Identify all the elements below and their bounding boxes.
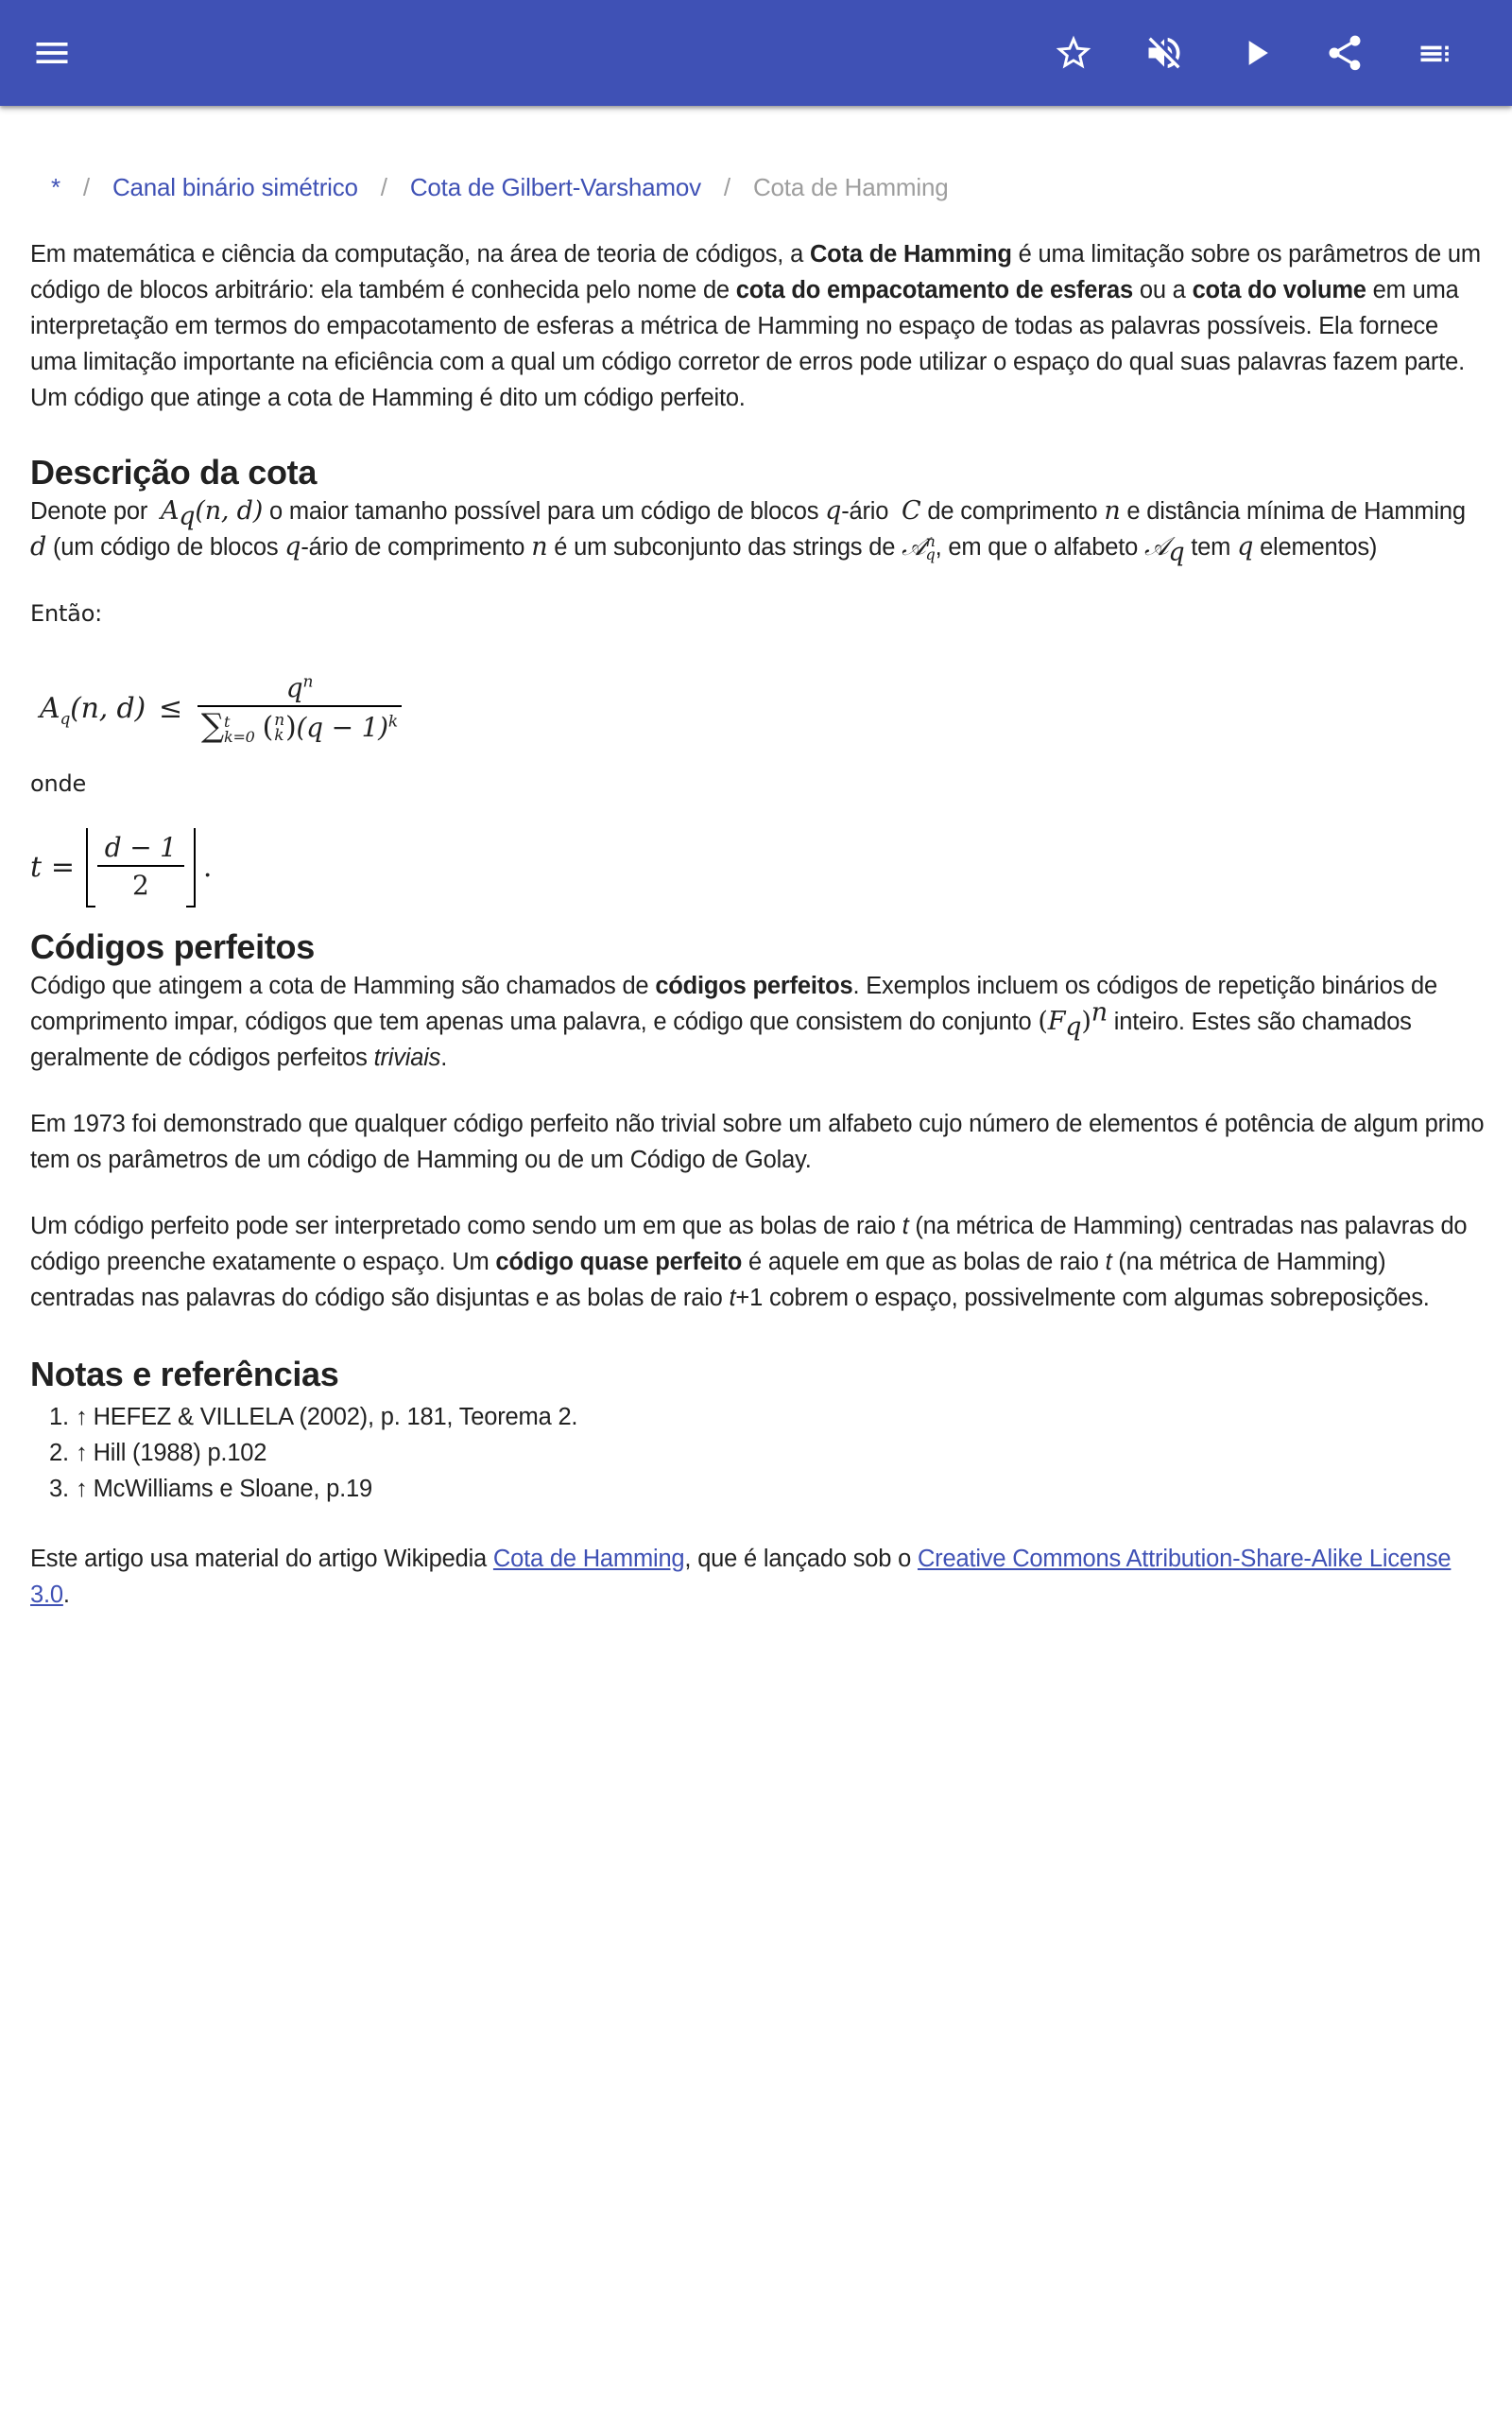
binom-top: n bbox=[274, 711, 284, 730]
share-icon bbox=[1324, 32, 1366, 74]
volume-off-icon bbox=[1143, 32, 1185, 74]
period: . bbox=[202, 851, 213, 884]
text: de comprimento bbox=[920, 498, 1105, 525]
fraction bbox=[97, 831, 184, 905]
text: inteiro. Estes são chamados geralmente de códigos perfeitos bbox=[30, 1009, 1412, 1071]
fraction-numerator: d − 1 bbox=[104, 832, 177, 863]
reference-text: McWilliams e Sloane, p.19 bbox=[93, 1476, 373, 1502]
text: , em que o alfabeto bbox=[935, 534, 1144, 561]
math-var: n bbox=[1104, 496, 1121, 526]
math-sup: n bbox=[925, 532, 936, 551]
text: -ário de comprimento bbox=[301, 534, 532, 561]
references-list bbox=[30, 1399, 1486, 1507]
math-sub: q bbox=[925, 545, 936, 564]
text: é aquele em que as bolas de raio bbox=[742, 1249, 1106, 1275]
text: -ário bbox=[841, 498, 896, 525]
wikipedia-article-link[interactable]: Cota de Hamming bbox=[492, 1546, 685, 1572]
sum-upper: t bbox=[223, 712, 231, 731]
floor-brackets bbox=[86, 828, 196, 908]
reference-item bbox=[49, 1435, 1486, 1471]
license-note bbox=[30, 1541, 1486, 1613]
math-var: t bbox=[30, 851, 42, 884]
reference-item bbox=[49, 1471, 1486, 1507]
text: Um código perfeito pode ser interpretado como sendo um em que as bolas de raio bbox=[30, 1213, 902, 1239]
text: tem bbox=[1184, 534, 1238, 561]
math-sup: k bbox=[387, 712, 399, 732]
bold-term: cota do volume bbox=[1192, 277, 1366, 303]
binom-bottom: k bbox=[274, 726, 284, 745]
breadcrumb-separator: / bbox=[723, 173, 730, 201]
sum-symbol: ∑ bbox=[200, 707, 224, 745]
math-var: n bbox=[531, 532, 548, 562]
bold-term: códigos perfeitos bbox=[655, 973, 853, 999]
reference-text: Hill (1988) p.102 bbox=[93, 1440, 267, 1466]
menu-button[interactable] bbox=[22, 23, 82, 83]
binomial-stack bbox=[274, 713, 284, 743]
sum-lower: k=0 bbox=[223, 727, 255, 746]
then-label: Então: bbox=[30, 600, 103, 627]
back-arrow-link[interactable]: ↑ bbox=[76, 1404, 88, 1430]
math-args: (n, d) bbox=[195, 496, 264, 526]
math-paren: ( bbox=[1038, 1007, 1048, 1036]
playlist-icon bbox=[1416, 32, 1457, 74]
perfect-paragraph-1 bbox=[30, 968, 1486, 1076]
back-arrow-link[interactable]: ↑ bbox=[76, 1440, 88, 1466]
star-outline-icon bbox=[1053, 32, 1094, 74]
intro-paragraph bbox=[30, 236, 1486, 416]
text: Em matemática e ciência da computação, na área de teoria de códigos, a bbox=[30, 241, 810, 268]
math-A: A bbox=[160, 496, 180, 526]
italic-var: t bbox=[729, 1285, 736, 1311]
back-arrow-link[interactable]: ↑ bbox=[76, 1476, 88, 1502]
license-link[interactable]: Creative Commons Attribution-Share-Alike License 3.0 bbox=[30, 1546, 1452, 1608]
perfect-paragraph-2: Em 1973 foi demonstrado que qualquer código perfeito não trivial sobre um alfabeto cujo número de elementos é potência de algum primo tem os parâmetros de um código de Hamming ou de um Código de Golay. bbox=[30, 1111, 1485, 1173]
math-calligraphic-A: 𝒜 bbox=[902, 532, 926, 562]
math-var: q bbox=[1237, 532, 1254, 562]
fraction-denominator: 2 bbox=[131, 870, 149, 901]
text: . bbox=[440, 1045, 448, 1071]
breadcrumb-separator: / bbox=[82, 173, 90, 201]
fraction bbox=[198, 671, 402, 747]
text: Código que atingem a cota de Hamming são chamados de bbox=[30, 973, 656, 999]
equals-symbol: = bbox=[50, 851, 75, 884]
text: Denote por bbox=[30, 498, 155, 525]
text: . Exemplos incluem os códigos de repetição binários de comprimento impar, códigos que tem apenas uma palavra, e código que consistem do conjunto bbox=[30, 973, 1437, 1035]
text: e distância mínima de Hamming bbox=[1120, 498, 1466, 525]
text: (na métrica de Hamming) centradas nas palavras do código são disjuntas e as bolas de raio bbox=[30, 1249, 1386, 1311]
breadcrumb bbox=[30, 161, 1486, 214]
math-sup: n bbox=[302, 672, 314, 692]
section-heading-descricao: Descrição da cota bbox=[30, 453, 318, 492]
section-heading-codigos-perfeitos: Códigos perfeitos bbox=[30, 927, 315, 966]
text: o maior tamanho possível para um código de blocos bbox=[263, 498, 826, 525]
text: , que é lançado sob o bbox=[684, 1546, 918, 1572]
math-args: (n, d) bbox=[70, 692, 146, 725]
reference-index: 1. bbox=[49, 1404, 69, 1430]
bold-term: código quase perfeito bbox=[495, 1249, 743, 1275]
math-A: A bbox=[40, 692, 60, 725]
hamming-bound-formula bbox=[30, 652, 1486, 766]
math-calligraphic-A: 𝒜 bbox=[1143, 532, 1169, 562]
text: +1 cobrem o espaço, possivelmente com algumas sobreposições. bbox=[735, 1285, 1430, 1311]
italic-term: triviais bbox=[373, 1045, 441, 1071]
perfect-paragraph-3 bbox=[30, 1208, 1486, 1316]
breadcrumb-current: Cota de Hamming bbox=[752, 173, 949, 201]
table-of-contents-button[interactable] bbox=[1406, 23, 1467, 83]
mute-button[interactable] bbox=[1134, 23, 1194, 83]
breadcrumb-canal-binario[interactable]: Canal binário simétrico bbox=[112, 173, 358, 201]
math-var: q bbox=[285, 672, 303, 703]
math-supsub bbox=[925, 532, 936, 564]
text: . bbox=[62, 1582, 70, 1608]
breadcrumb-gilbert-varshamov[interactable]: Cota de Gilbert-Varshamov bbox=[409, 173, 701, 201]
text: é um subconjunto das strings de bbox=[547, 534, 902, 561]
factor: (q − 1) bbox=[296, 712, 388, 743]
text: Este artigo usa material do artigo Wikipedia bbox=[30, 1546, 493, 1572]
math-sub: q bbox=[1065, 1012, 1082, 1043]
bold-term: cota do empacotamento de esferas bbox=[735, 277, 1133, 303]
description-paragraph bbox=[30, 493, 1486, 568]
play-button[interactable] bbox=[1226, 23, 1286, 83]
math-F: F bbox=[1047, 1007, 1066, 1036]
math-sub: q bbox=[1168, 538, 1185, 568]
menu-icon bbox=[31, 32, 73, 74]
math-var: q bbox=[825, 496, 842, 526]
bold-term: Cota de Hamming bbox=[809, 241, 1012, 268]
italic-var: t bbox=[902, 1213, 909, 1239]
breadcrumb-separator: / bbox=[380, 173, 387, 201]
formula-lhs bbox=[40, 691, 146, 727]
math-sup: n bbox=[1091, 997, 1108, 1028]
play-icon bbox=[1235, 32, 1277, 74]
math-paren: ) bbox=[1081, 1007, 1091, 1036]
math-sub: q bbox=[179, 502, 196, 532]
math-sub: q bbox=[60, 710, 71, 729]
math-var: d bbox=[30, 532, 47, 562]
math-var: C bbox=[902, 496, 921, 526]
text: em uma interpretação em termos do empacotamento de esferas a métrica de Hamming no espaço de todas as palavras possíveis. Ela fornece uma limitação importante na eficiência com a qual um código corretor de erros pode utilizar o espaço do qual suas palavras fazem parte. Um código que atinge a cota de Hamming é dito um código perfeito. bbox=[30, 277, 1465, 411]
text: (na métrica de Hamming) centradas nas palavras do código preenche exatamente o espaço. Um bbox=[30, 1213, 1468, 1275]
bookmark-button[interactable] bbox=[1043, 23, 1104, 83]
fraction-denominator bbox=[198, 707, 402, 747]
reference-text: HEFEZ & VILLELA (2002), p. 181, Teorema 2. bbox=[93, 1404, 578, 1430]
breadcrumb-root[interactable]: * bbox=[51, 173, 60, 201]
share-button[interactable] bbox=[1314, 23, 1375, 83]
fraction-numerator bbox=[279, 671, 320, 705]
text: ou a bbox=[1132, 277, 1193, 303]
reference-index: 3. bbox=[49, 1476, 69, 1502]
italic-var: t bbox=[1105, 1249, 1112, 1275]
leq-symbol: ≤ bbox=[158, 692, 182, 725]
t-definition-formula bbox=[30, 819, 1486, 917]
sum-limits bbox=[223, 712, 255, 746]
text: (um código de blocos bbox=[46, 534, 285, 561]
text: é uma limitação sobre os parâmetros de um código de blocos arbitrário: ela também é conhecida pelo nome de bbox=[30, 241, 1481, 303]
text: elementos) bbox=[1253, 534, 1378, 561]
section-heading-notas: Notas e referências bbox=[30, 1355, 339, 1393]
where-label: onde bbox=[30, 770, 87, 797]
reference-item bbox=[49, 1399, 1486, 1435]
app-bar bbox=[0, 0, 1512, 106]
binomial: ( n k ) bbox=[262, 711, 297, 745]
math-var: q bbox=[284, 532, 301, 562]
reference-index: 2. bbox=[49, 1440, 69, 1466]
article-content bbox=[30, 106, 1486, 1613]
